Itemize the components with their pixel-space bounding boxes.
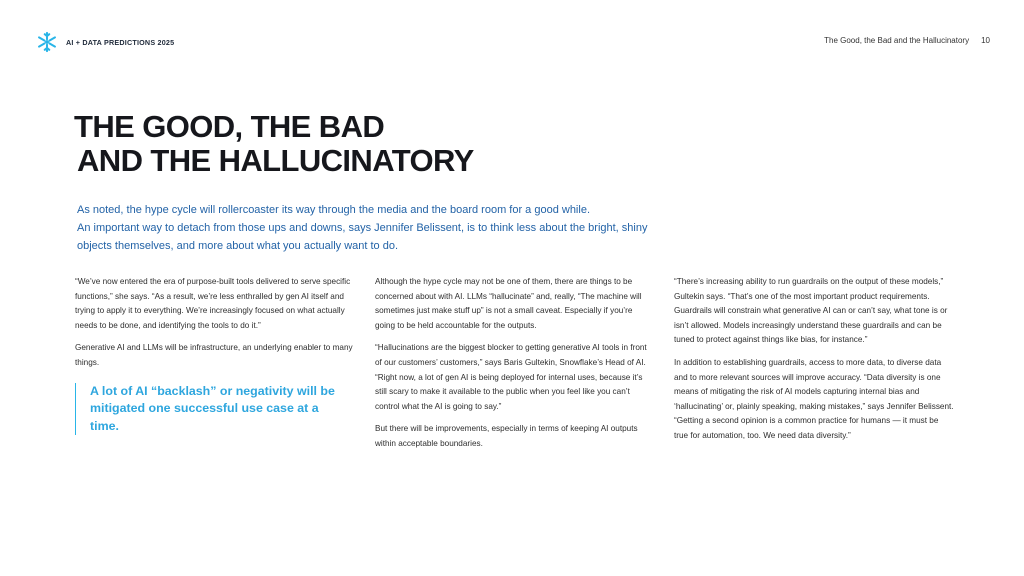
page-title [74, 110, 474, 178]
column-2 [375, 275, 653, 460]
intro-line-1: As noted, the hype cycle will rollercoaster its way through the media and the board room for a good while. [77, 204, 590, 216]
section-title: The Good, the Bad and the Hallucinatory [824, 36, 970, 45]
title-line-2: AND THE HALLUCINATORY [77, 143, 474, 178]
title-line-1: THE GOOD, THE BAD [74, 109, 385, 144]
col1-paragraph-1: “We’ve now entered the era of purpose-built tools delivered to serve specific functions,” she says. “As a result, we’re less enthralled by gen AI itself and trying to apply it to everything. We’re increasingly focused on what actually needs to be done, and identifying the tools to do it.” [75, 277, 351, 330]
intro-paragraph [77, 201, 677, 255]
col1-paragraph-2: Generative AI and LLMs will be infrastructure, an underlying enabler to many things. [75, 343, 353, 367]
col2-paragraph-2: “Hallucinations are the biggest blocker to getting generative AI tools in front of our customers’ customers,” says Baris Gultekin, Snowflake’s Head of AI. “Right now, a lot of gen AI is being deployed for internal uses, because it’s still scary to make it available to the public when you feel like you can’t control what the AI is going to say.” [375, 343, 647, 411]
col3-paragraph-1: “There’s increasing ability to run guardrails on the output of these models,” Gultekin says. “That’s one of the most important product requirements. Guardrails will constrain what generative AI can or can’t say, what tone is or isn’t allowed. Models increasingly understand these guardrails and can be tuned to protect against things like bias, for instance.” [674, 277, 948, 345]
header-branding [36, 31, 174, 53]
report-title: AI + DATA PREDICTIONS 2025 [66, 37, 175, 47]
running-header [824, 36, 990, 45]
col2-paragraph-1: Although the hype cycle may not be one of them, there are things to be concerned about with AI. LLMs “hallucinate” and, really, “The machine will sometimes just make stuff up” is not a small caveat. Especially if you’re going to be held accountable for the outputs. [375, 277, 642, 330]
intro-line-2: An important way to detach from those ups and downs, says Jennifer Belissent, is to think less about the bright, shiny objects themselves, and more about what you actually want to do. [77, 222, 648, 252]
page-number: 10 [981, 36, 990, 45]
snowflake-logo-icon [36, 31, 58, 53]
pull-quote: A lot of AI “backlash” or negativity will be mitigated one successful use case at a time. [75, 383, 340, 436]
col3-paragraph-2: In addition to establishing guardrails, access to more data, to diverse data and to more relevant sources will improve accuracy. “Data diversity is one means of mitigating the risk of AI models capturing internal bias and ‘hallucinating’ or, plainly speaking, making mistakes,” says Jennifer Belissent. “Getting a second opinion is a common practice for humans — it must be true for automation, too. We need data diversity.” [674, 357, 954, 440]
column-3 [674, 275, 954, 452]
col2-paragraph-3: But there will be improvements, especially in terms of keeping AI outputs within acceptable boundaries. [375, 424, 638, 448]
column-1 [75, 275, 353, 435]
